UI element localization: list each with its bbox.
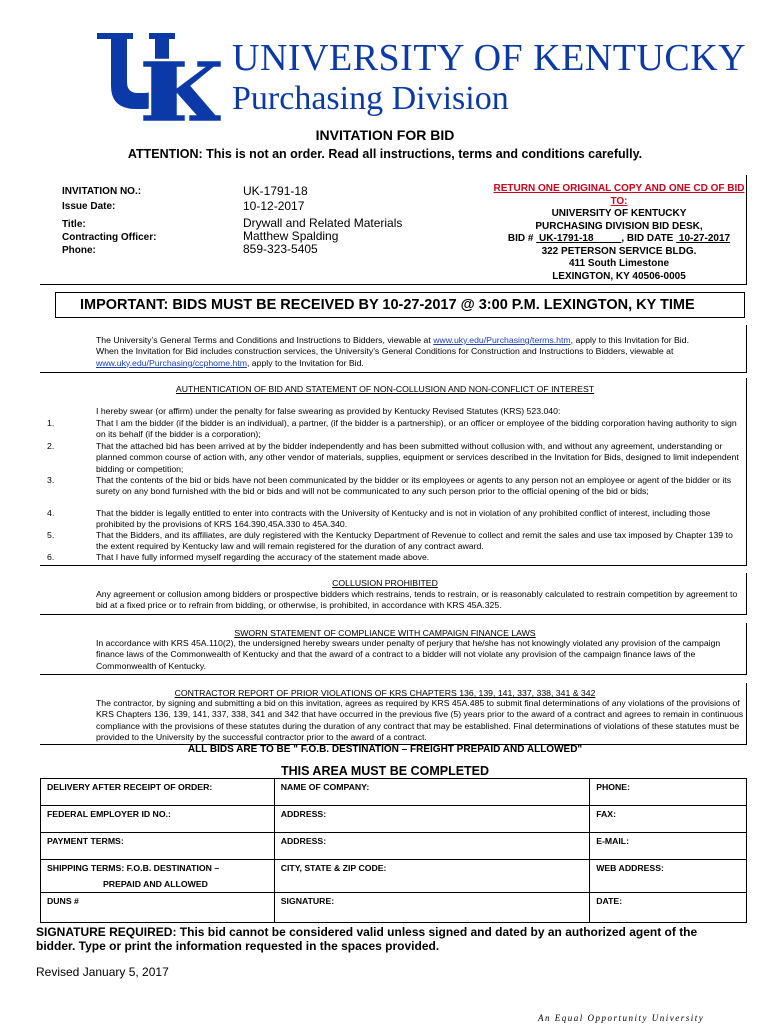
table-row <box>41 833 747 860</box>
bid-date: 10-27-2017 <box>676 233 731 244</box>
violations-heading: CONTRACTOR REPORT OF PRIOR VIOLATIONS OF KRS CHAPTERS 136, 139, 141, 337, 338, 341 & 342 <box>174 688 596 698</box>
university-name: UNIVERSITY OF KENTUCKY <box>232 37 747 79</box>
fob-statement: ALL BIDS ARE TO BE " F.O.B. DESTINATION – FREIGHT PREPAID AND ALLOWED" <box>187 744 583 755</box>
terms-link[interactable]: www.uky.edu/Purchasing/terms.htm <box>433 335 571 345</box>
equal-opportunity-footer: An Equal Opportunity University <box>538 1013 705 1023</box>
terms-text-3: When the Invitation for Bid includes construction services, the University’s General Conditions for Construction and Instructions to Bidders, viewable at <box>96 346 674 357</box>
terms-paragraph <box>96 335 746 369</box>
return-university: UNIVERSITY OF KENTUCKY <box>551 208 687 219</box>
shipping-terms-label: SHIPPING TERMS: F.O.B. DESTINATION – <box>47 863 220 873</box>
value-phone: 859-323-5405 <box>243 242 318 256</box>
division-name: Purchasing Division <box>232 80 509 117</box>
label-issue-date: Issue Date: <box>62 201 116 212</box>
terms-text-4: , apply to the Invitation for Bid. <box>246 357 364 368</box>
important-deadline: IMPORTANT: BIDS MUST BE RECEIVED BY 10-27-2017 @ 3:00 P.M. LEXINGTON, KY TIME <box>55 292 745 318</box>
terms-text-1: The University’s General Terms and Conditions and Instructions to Bidders, viewable at <box>96 335 434 345</box>
return-street: 411 South Limestone <box>568 258 670 269</box>
completion-heading: THIS AREA MUST BE COMPLETED <box>280 764 490 778</box>
value-issue-date: 10-12-2017 <box>243 199 305 213</box>
authentication-item: That the bidder is legally entitled to enter into contracts with the University of Kentucky and is not in violation of any prohibited conflict of interest, including those prohibited by the provisions of KRS 164.390,45A.330 to 45A.340. <box>96 508 711 530</box>
return-building: 322 PETERSON SERVICE BLDG. <box>541 245 697 257</box>
signature-required-notice: SIGNATURE REQUIRED: This bid cannot be considered valid unless signed and dated by an authorized agent of the bidder. Type or print the information requested in the spaces provided. <box>36 925 698 953</box>
value-contracting-officer: Matthew Spalding <box>243 229 339 243</box>
return-city: LEXINGTON, KY 40506-0005 <box>552 270 686 282</box>
collusion-heading: COLLUSION PROHIBITED <box>332 578 438 588</box>
authentication-item: That the Bidders, and its affiliates, are duly registered with the Kentucky Department of Revenue to collect and remit the sales and use tax imposed by Chapter 139 to the extent required by Kentucky law and will remain registered for the duration of any contract award. <box>96 530 733 552</box>
field-delivery[interactable]: DELIVERY AFTER RECEIPT OF ORDER: <box>41 779 275 806</box>
shipping-terms-sub: PREPAID AND ALLOWED <box>103 879 208 889</box>
return-address-block <box>485 183 753 283</box>
ccp-link[interactable]: www.uky.edu/Purchasing/ccphome.htm <box>96 357 247 368</box>
campaign-text: In accordance with KRS 45A.110(2), the undersigned hereby swears under penalty of perjury that he/she has not knowingly violated any provision of the campaign finance laws of the Commonwealth of Kentucky and that the award of a contract to a bidder will not violate any provision of the campaign finance laws of the Commonwealth of Kentucky. <box>96 638 721 671</box>
item-number: 2. <box>47 441 55 451</box>
campaign-heading: SWORN STATEMENT OF COMPLIANCE WITH CAMPAIGN FINANCE LAWS <box>234 628 536 638</box>
field-address-1[interactable]: ADDRESS: <box>274 806 589 833</box>
field-shipping-terms[interactable] <box>41 860 275 893</box>
field-phone[interactable]: PHONE: <box>590 779 747 806</box>
field-federal-id[interactable]: FEDERAL EMPLOYER ID NO.: <box>41 806 275 833</box>
authentication-item: That I am the bidder (if the bidder is an individual), a partner, (if the bidder is a partnership), or an officer or employee of the bidding corporation having authority to sign on its behalf (if the bidder is a corporation); <box>96 418 737 440</box>
value-title: Drywall and Related Materials <box>243 216 403 230</box>
authentication-intro: I hereby swear (or affirm) under the penalty for false swearing as provided by Kentucky Revised Statutes (KRS) 523.040: <box>96 406 561 416</box>
return-bid-desk: PURCHASING DIVISION BID DESK, <box>535 220 703 232</box>
item-number: 1. <box>47 418 55 428</box>
authentication-item: That I have fully informed myself regarding the accuracy of the statement made above. <box>96 552 430 562</box>
table-row <box>41 893 747 923</box>
label-contracting-officer: Contracting Officer: <box>62 232 157 243</box>
uk-logo-icon <box>94 30 224 124</box>
field-duns[interactable]: DUNS # <box>41 893 275 923</box>
completion-table <box>40 778 747 923</box>
item-number: 4. <box>47 508 55 518</box>
field-fax[interactable]: FAX: <box>590 806 747 833</box>
violations-text: The contractor, by signing and submitting a bid on this invitation, agrees as required by KRS 45A.485 to submit final determinations of any violations of the provisions of KRS Chapters 136, 139, 141, 337, 338, 341 and 342 that have occurred in the previous five (5) years prior to the award of a contract and agrees to remain in continuous compliance with the provisions of these statutes during the duration of any contract that may be established. Final determinations of violations of these statutes must be provided to the University by the successful contractor prior to the award of a contract. <box>96 698 744 742</box>
item-number: 3. <box>47 475 55 485</box>
bid-number: UK-1791-18 <box>536 233 622 244</box>
collusion-text: Any agreement or collusion among bidders or prospective bidders which restrains, tends to restrain, or is reasonably calculated to restrain competition by agreement to bid at a fixed price or to refrain from bidding, or otherwise, is prohibited, in accordance with KRS 45A.325. <box>96 589 738 611</box>
field-web-address[interactable]: WEB ADDRESS: <box>590 860 747 893</box>
return-to: TO: <box>610 195 628 207</box>
terms-text-2: , apply to this Invitation for Bid. <box>570 335 689 345</box>
field-date[interactable]: DATE: <box>590 893 747 923</box>
field-address-2[interactable]: ADDRESS: <box>274 833 589 860</box>
label-title: Title: <box>62 219 86 230</box>
field-company-name[interactable]: NAME OF COMPANY: <box>274 779 589 806</box>
table-row <box>41 779 747 806</box>
table-row <box>41 860 747 893</box>
bid-prefix: BID # <box>507 233 537 244</box>
value-invitation-no: UK-1791-18 <box>243 184 308 198</box>
return-bid-line <box>485 233 753 246</box>
authentication-item: That the contents of the bid or bids have not been communicated by the bidder or its employees or agents to any person not an employee or agent of the bidder or its surety on any bond furnished with the bid or bids and will not be communicated to any such person prior to the official opening of the bid or bids; <box>96 475 732 497</box>
field-city-state-zip[interactable]: CITY, STATE & ZIP CODE: <box>274 860 589 893</box>
field-email[interactable]: E-MAIL: <box>590 833 747 860</box>
page-title: INVITATION FOR BID <box>315 127 455 143</box>
field-signature[interactable]: SIGNATURE: <box>274 893 589 923</box>
revised-date: Revised January 5, 2017 <box>36 965 169 979</box>
return-instruction: RETURN ONE ORIGINAL COPY AND ONE CD OF BID <box>493 183 745 194</box>
field-payment-terms[interactable]: PAYMENT TERMS: <box>41 833 275 860</box>
item-number: 5. <box>47 530 55 540</box>
label-invitation-no: INVITATION NO.: <box>62 186 142 197</box>
item-number: 6. <box>47 552 55 562</box>
authentication-heading: AUTHENTICATION OF BID AND STATEMENT OF NON-COLLUSION AND NON-CONFLICT OF INTEREST <box>175 384 595 394</box>
table-row <box>41 806 747 833</box>
label-phone: Phone: <box>62 245 96 256</box>
authentication-item: That the attached bid has been arrived at by the bidder independently and has been submitted without collusion with, and without any agreement, understanding or planned common course of action with, any other vendor of materials, supplies, equipment or services described in the Invitation for Bids, designed to limit independent bidding or competition; <box>96 441 739 474</box>
attention-notice: ATTENTION: This is not an order. Read all instructions, terms and conditions carefully. <box>127 147 643 161</box>
bid-date-label: , BID DATE <box>621 233 677 244</box>
